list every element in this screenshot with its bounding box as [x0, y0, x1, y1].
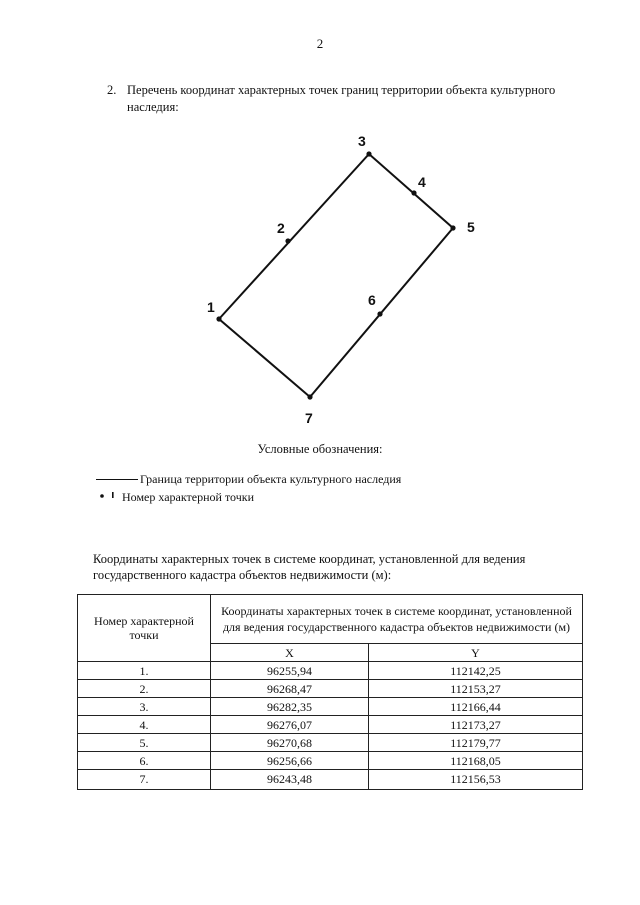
- point-marker-4: [411, 190, 416, 195]
- cell-y: 112166,44: [369, 698, 583, 716]
- cell-x: 96256,66: [211, 752, 369, 770]
- point-label-1: 1: [207, 299, 215, 315]
- legend-title: Условные обозначения:: [257, 442, 383, 456]
- cell-y: 112179,77: [369, 734, 583, 752]
- table-row: [78, 680, 583, 698]
- table-row: [78, 752, 583, 770]
- point-label-3: 3: [358, 133, 366, 149]
- point-marker-6: [377, 311, 382, 316]
- legend-point: [96, 490, 254, 505]
- section-heading-line2: наследия:: [127, 100, 179, 114]
- cell-number: 6.: [78, 752, 211, 770]
- cell-number: 3.: [78, 698, 211, 716]
- point-marker-7: [307, 394, 312, 399]
- cell-x: 96255,94: [211, 662, 369, 680]
- table-row: [78, 734, 583, 752]
- col-x-header: X: [211, 644, 369, 662]
- cell-x: 96276,07: [211, 716, 369, 734]
- table-caption-line1: Координаты характерных точек в системе координат, установленной для ведения: [93, 552, 526, 566]
- table-row: [78, 770, 583, 790]
- point-label-2: 2: [277, 220, 285, 236]
- table-row: [78, 716, 583, 734]
- cell-y: 112153,27: [369, 680, 583, 698]
- point-marker-1: [216, 316, 221, 321]
- table-caption: [93, 551, 593, 583]
- cell-x: 96268,47: [211, 680, 369, 698]
- point-label-7: 7: [305, 410, 313, 426]
- cell-y: 112168,05: [369, 752, 583, 770]
- cell-number: 7.: [78, 770, 211, 790]
- section-heading-line1: Перечень координат характерных точек границ территории объекта культурного: [127, 83, 556, 97]
- point-label-5: 5: [467, 219, 475, 235]
- col-y-header: Y: [369, 644, 583, 662]
- legend-boundary: [96, 472, 401, 487]
- point-label-4: 4: [418, 174, 426, 190]
- legend-boundary-label: Граница территории объекта культурного наследия: [140, 472, 402, 486]
- boundary-polygon: [219, 154, 453, 397]
- table-row: [78, 662, 583, 680]
- cell-x: 96282,35: [211, 698, 369, 716]
- page-number: 2: [316, 36, 324, 51]
- table-caption-line2: государственного кадастра объектов недвижимости (м):: [93, 568, 392, 582]
- cell-x: 96243,48: [211, 770, 369, 790]
- cell-number: 4.: [78, 716, 211, 734]
- cell-y: 112156,53: [369, 770, 583, 790]
- col-point-number-header: Номер характерной точки: [78, 595, 211, 662]
- cell-number: 5.: [78, 734, 211, 752]
- point-marker-2: [285, 238, 290, 243]
- cell-y: 112173,27: [369, 716, 583, 734]
- section-number: 2.: [107, 83, 117, 97]
- cell-x: 96270,68: [211, 734, 369, 752]
- cell-number: 1.: [78, 662, 211, 680]
- col-coordinates-header: Координаты характерных точек в системе координат, установленной для ведения государственного кадастра объектов недвижимости (м): [211, 595, 583, 644]
- legend-point-label: Номер характерной точки: [122, 490, 254, 504]
- boundary-scheme: [0, 0, 640, 440]
- point-marker-3: [366, 151, 371, 156]
- boundary-line-sample: [96, 479, 138, 480]
- cell-number: 2.: [78, 680, 211, 698]
- table-row: [78, 698, 583, 716]
- point-label-6: 6: [368, 292, 376, 308]
- point-sample-icon: [96, 491, 122, 505]
- point-marker-5: [450, 225, 455, 230]
- coordinates-table: [77, 594, 583, 790]
- cell-y: 112142,25: [369, 662, 583, 680]
